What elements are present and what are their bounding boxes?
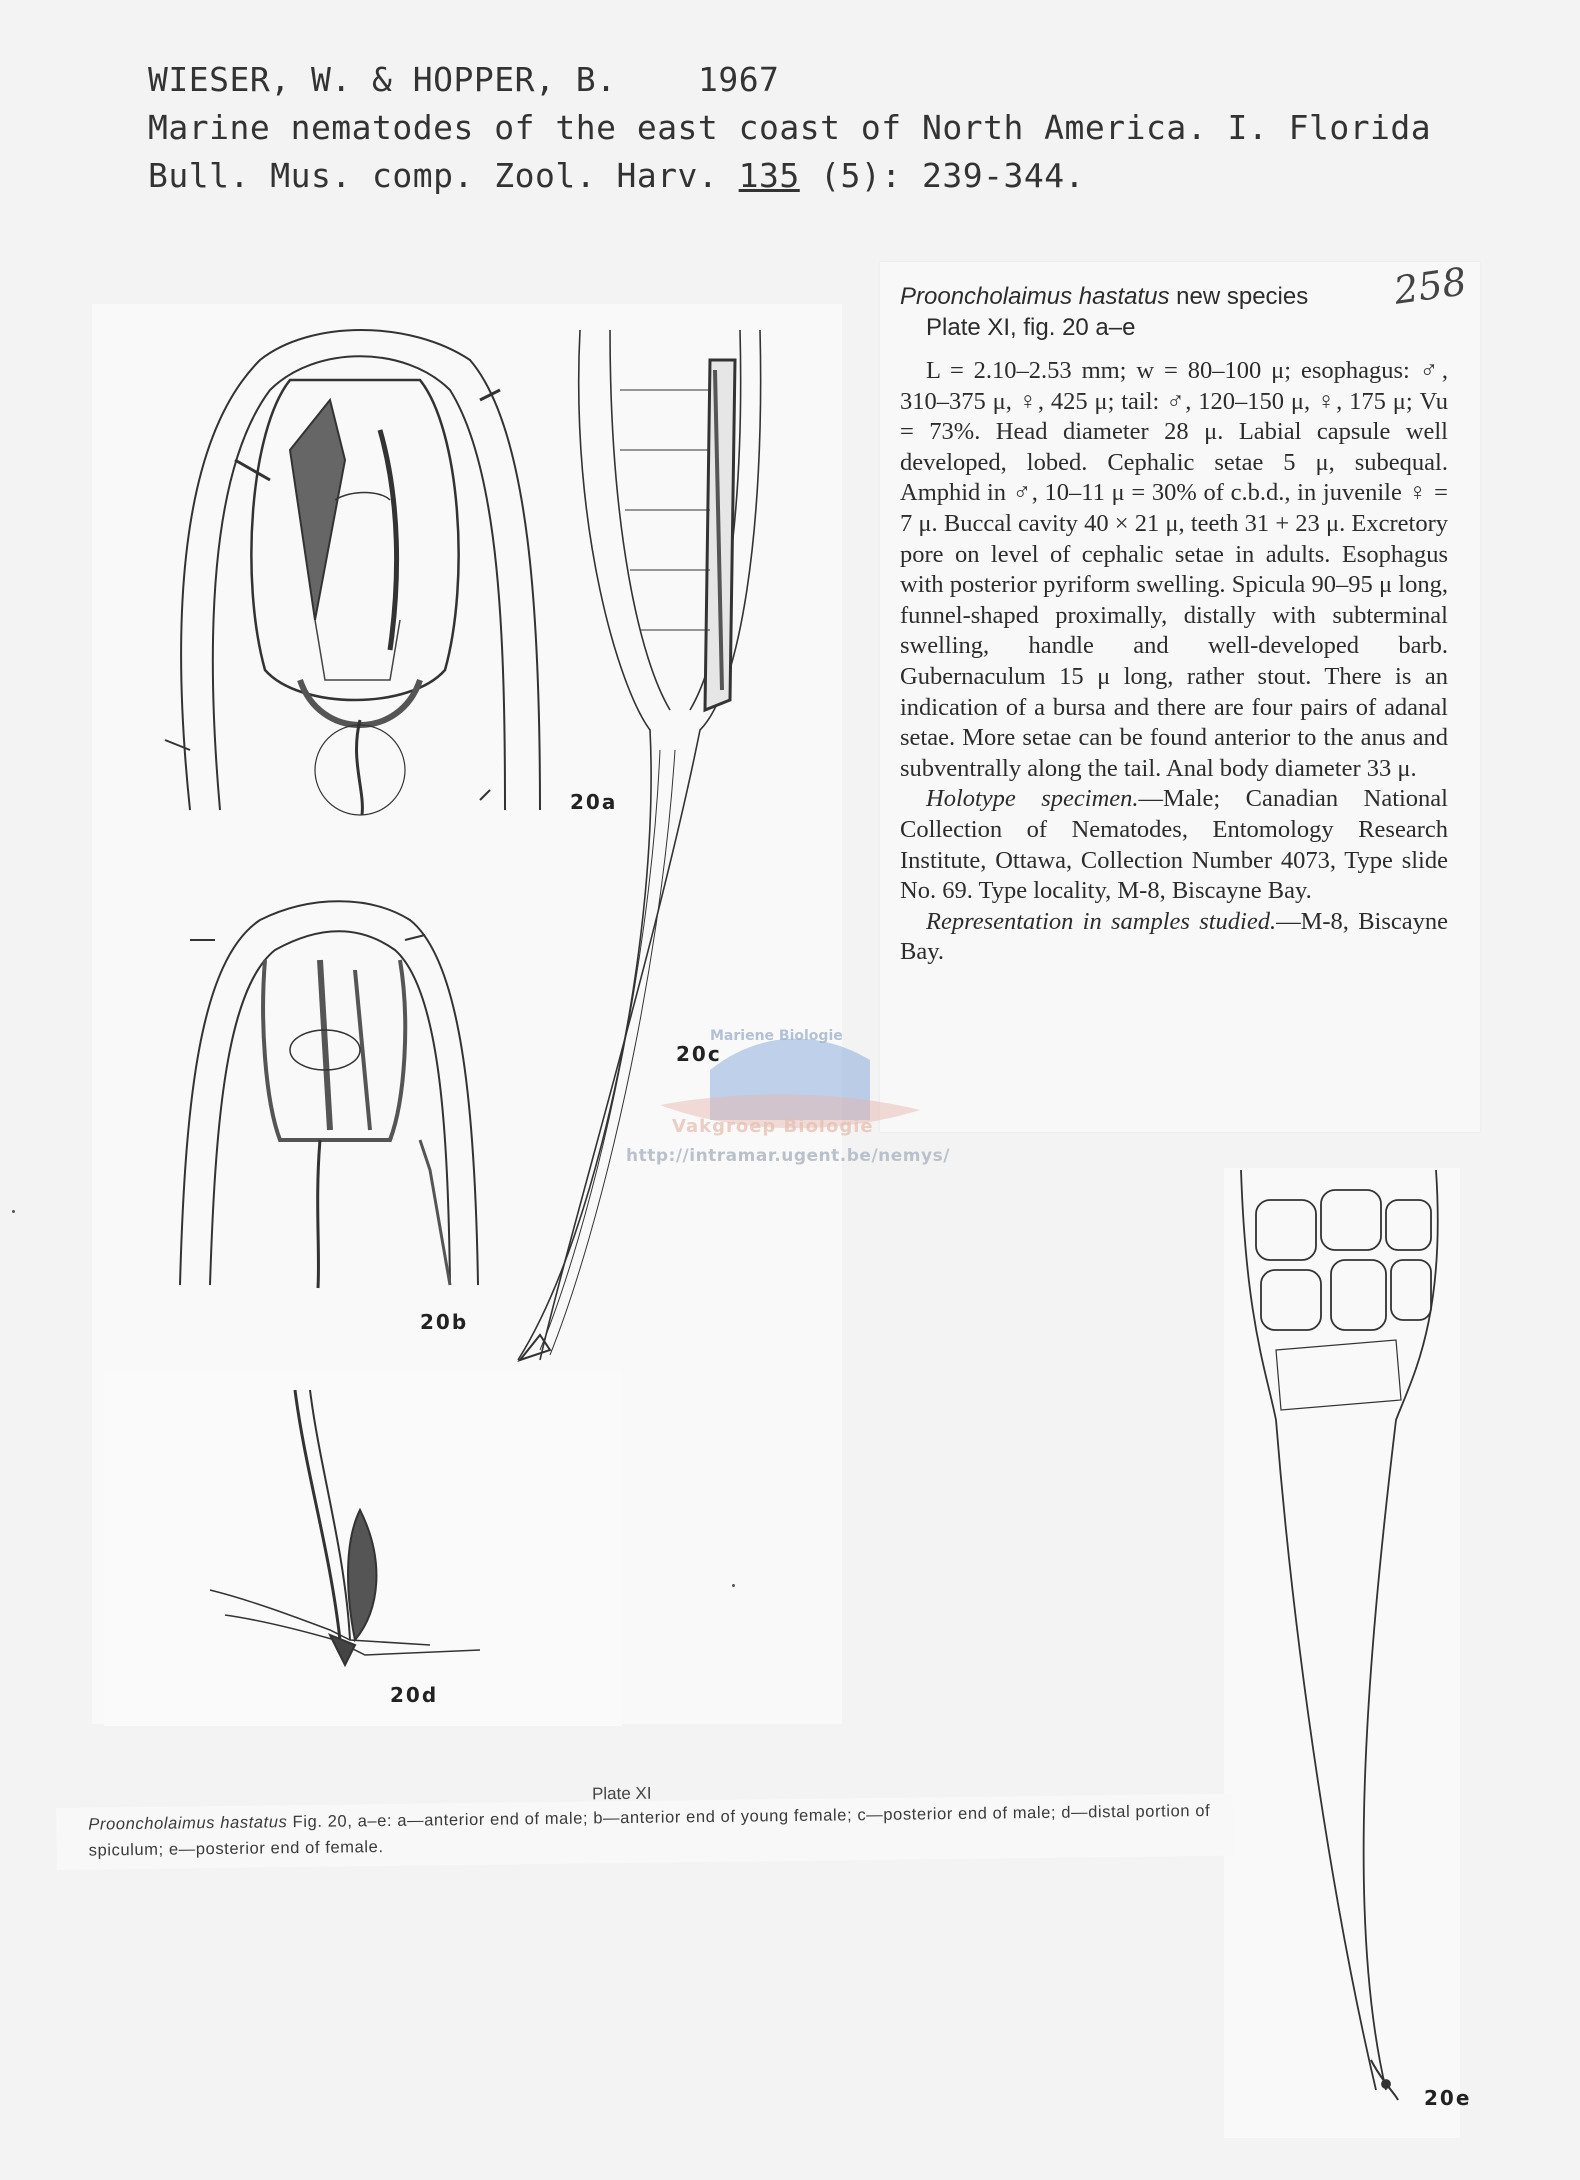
reference-year: 1967 <box>697 60 780 99</box>
reference-journal: Bull. Mus. comp. Zool. Harv. <box>148 156 739 195</box>
reference-authors-line <box>148 56 1431 104</box>
reference-title: Marine nematodes of the east coast of North America. I. Florida <box>148 108 1432 147</box>
watermark-url: http://intramar.ugent.be/nemys/ <box>626 1146 950 1166</box>
scan-speck <box>732 1584 735 1587</box>
plate-caption-body: Fig. 20, a–e: a—anterior end of male; b—anterior end of young female; c—posterior end of male; d—distal portion of spiculum; e—posterior end of female. <box>88 1801 1211 1860</box>
holotype-label: Holotype specimen. <box>926 785 1139 813</box>
figure-20d-drawing <box>210 1390 490 1690</box>
holotype-text: —Male; Canadian National Collection of Nematodes, Entomology Research Institute, Ottawa, Collection Number 4073, Type slide No. 69. Type locality, M-8, Biscayne Bay. <box>900 785 1448 905</box>
representation-label: Representation in samples studied. <box>926 907 1277 935</box>
figure-label-20a: 20a <box>570 790 618 814</box>
figure-label-20c: 20c <box>676 1042 722 1066</box>
figure-20a-drawing <box>150 320 550 820</box>
reference-journal-line <box>148 152 1431 200</box>
figure-label-20e: 20e <box>1424 2086 1472 2110</box>
reference-issue-pages: (5): 239-344. <box>799 156 1085 195</box>
figure-20b-drawing <box>180 900 480 1290</box>
reference-header <box>148 56 1431 200</box>
plate-caption-title: Plate XI <box>591 1783 652 1804</box>
description-paragraph: L = 2.10–2.53 mm; w = 80–100 μ; esophagus: ♂, 310–375 μ, ♀, 425 μ; tail: ♂, 120–150 μ, ♀, 175 μ; Vu = 73%. Head diameter 28 μ. Labial capsule well developed, lobed. Cephalic setae 5 μ, subequal. Amphid in ♂, 10–11 μ = 30% of c.b.d., in juvenile ♀ = 7 μ. Buccal cavity 40 × 21 μ, teeth 31 + 23 μ. Excretory pore on level of cephalic setae in adults. Esophagus with posterior pyriform swelling. Spicula 90–95 μ long, funnel-shaped proximally, distally with subterminal swelling, handle and well-developed barb. Gubernaculum 15 μ long, rather stout. There is an indication of a bursa and there are four pairs of adanal setae. More setae can be found anterior to the anus and subventrally along the tail. Anal body diameter 33 μ. <box>900 357 1448 782</box>
handwritten-page-number: 258 <box>1391 259 1470 313</box>
figure-label-20b: 20b <box>420 1310 469 1334</box>
species-status: new species <box>1169 283 1309 310</box>
species-heading <box>900 282 1448 312</box>
scan-speck <box>12 1210 15 1213</box>
watermark-name: Vakgroep Biologie <box>672 1116 874 1137</box>
holotype-paragraph <box>900 784 1448 906</box>
species-name: Prooncholaimus hastatus <box>900 283 1170 310</box>
species-description <box>900 282 1448 968</box>
representation-text: —M-8, Biscayne Bay. <box>900 907 1448 966</box>
plate-caption-species: Prooncholaimus hastatus <box>88 1813 288 1834</box>
plate-reference: Plate XI, fig. 20 a–e <box>926 314 1136 341</box>
figure-20e-drawing <box>1236 1170 1456 2110</box>
figure-label-20d: 20d <box>390 1683 439 1707</box>
watermark-arc-text: Mariene Biologie <box>710 1028 843 1044</box>
reference-volume: 135 <box>738 156 800 195</box>
figure-20c-drawing <box>510 330 770 1370</box>
plate-caption <box>56 1780 1233 1880</box>
representation-paragraph <box>900 907 1448 968</box>
reference-authors: WIESER, W. & HOPPER, B. <box>148 60 617 99</box>
